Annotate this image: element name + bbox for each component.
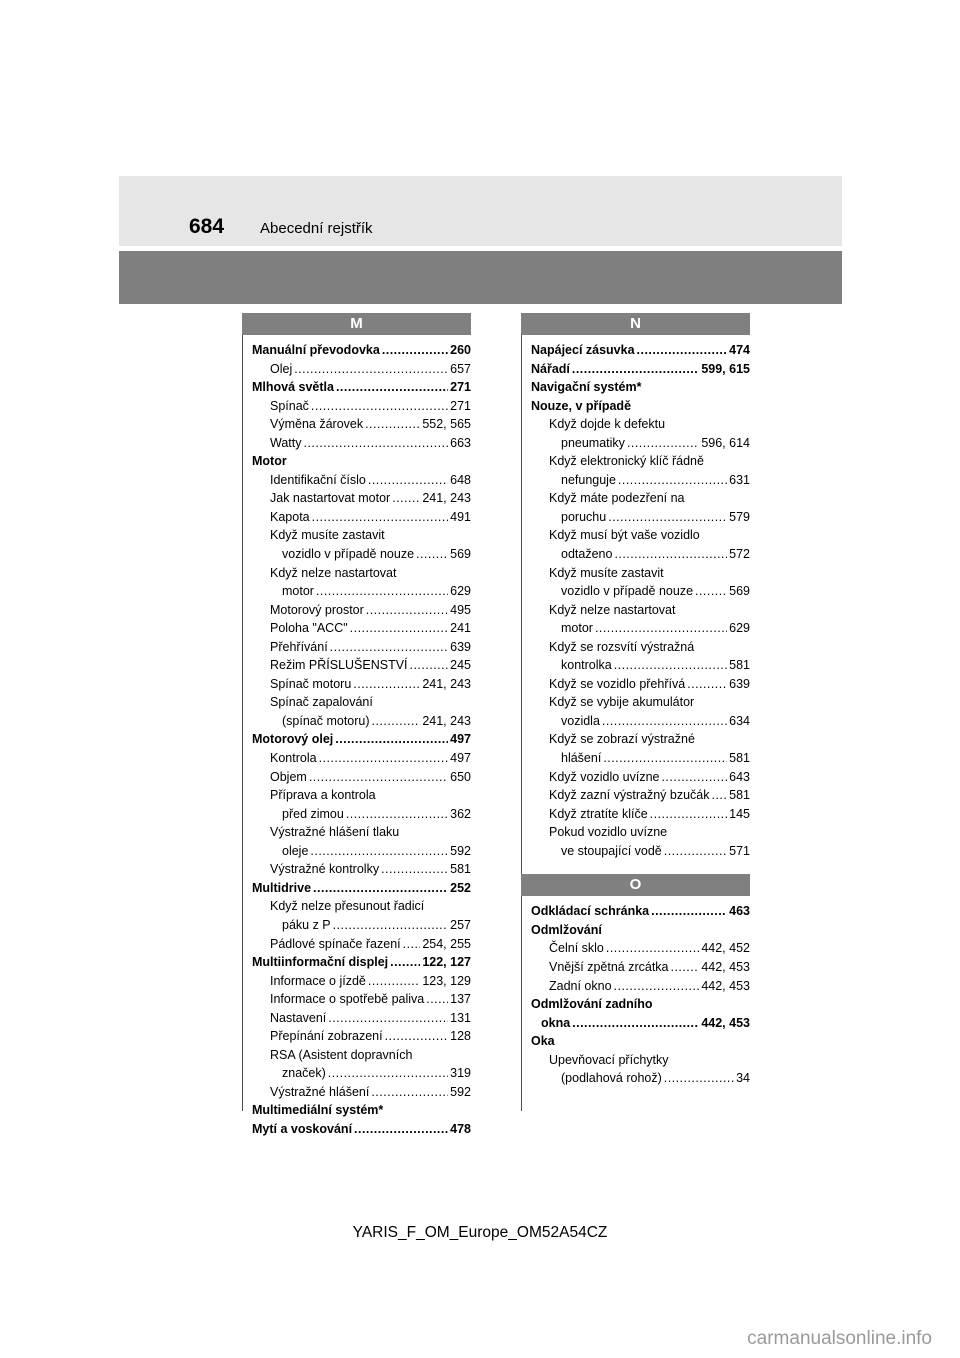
dot-leader	[372, 712, 421, 731]
index-entry-page: 639	[450, 639, 471, 654]
dot-leader	[426, 990, 448, 1009]
dot-leader	[312, 508, 449, 527]
index-entry-term: vozidlo v případě nouze	[282, 547, 415, 562]
index-entry-page: 245	[450, 658, 471, 673]
index-entry-page: 131	[450, 1010, 471, 1025]
dot-leader	[313, 879, 448, 898]
section-gap	[521, 860, 750, 874]
index-entry	[531, 619, 750, 638]
index-entry-page: 442, 452	[701, 941, 750, 956]
index-entry	[531, 768, 750, 787]
index-entry	[252, 619, 471, 638]
index-entry-page: 463	[729, 904, 750, 919]
index-entry-page: 442, 453	[701, 1015, 750, 1030]
index-entry-page: 571	[729, 843, 750, 858]
index-column-left	[242, 313, 471, 1139]
dot-leader	[614, 656, 727, 675]
dot-leader	[614, 545, 727, 564]
dot-leader	[353, 675, 420, 694]
index-entry-term: Když nelze nastartovat	[549, 602, 676, 617]
index-entry	[531, 675, 750, 694]
index-entry-page: 629	[729, 621, 750, 636]
header-dark-band	[119, 251, 842, 304]
section-header-m: M	[242, 313, 471, 335]
index-entry-term: Když ztratíte klíče	[549, 806, 648, 821]
index-entry	[252, 638, 471, 657]
index-entry	[531, 656, 750, 675]
index-entry	[531, 805, 750, 824]
index-entry	[531, 341, 750, 360]
index-entry	[531, 582, 750, 601]
index-entry-term: Olej	[270, 361, 293, 376]
index-entry	[531, 693, 750, 712]
index-entry-page: 629	[450, 584, 471, 599]
index-entry-term: Přepínání zobrazení	[270, 1029, 383, 1044]
dot-leader	[608, 508, 727, 527]
index-entry-term: Přehřívání	[270, 639, 328, 654]
index-entry	[531, 360, 750, 379]
dot-leader	[695, 582, 727, 601]
dot-leader	[602, 712, 727, 731]
index-entry-term: Oka	[531, 1034, 555, 1049]
index-entry-page: 241, 243	[422, 491, 471, 506]
index-entry-term: Motor	[252, 454, 287, 469]
index-entry	[252, 990, 471, 1009]
index-entry	[252, 471, 471, 490]
index-entry-term: Když musí být vaše vozidlo	[549, 528, 700, 543]
dot-leader	[336, 378, 448, 397]
index-entry	[252, 712, 471, 731]
dot-leader	[661, 768, 727, 787]
index-entry	[531, 415, 750, 434]
dot-leader	[410, 656, 449, 675]
dot-leader	[416, 545, 448, 564]
dot-leader	[651, 902, 727, 921]
index-entry-page: 137	[450, 992, 471, 1007]
index-entry-term: Upevňovací příchytky	[549, 1052, 669, 1067]
index-entry-term: kontrolka	[561, 658, 612, 673]
index-entry-term: Výstražné hlášení	[270, 1084, 370, 1099]
index-entry-term: Když nelze přesunout řadicí	[270, 899, 425, 914]
index-entry	[252, 489, 471, 508]
index-entry-term: Výstražné kontrolky	[270, 862, 380, 877]
index-entry-term: před zimou	[282, 806, 344, 821]
index-entry	[531, 1032, 750, 1051]
index-entry-term: Když musíte zastavit	[549, 565, 664, 580]
dot-leader	[319, 749, 449, 768]
index-entry	[531, 489, 750, 508]
index-entry-term: Když se zobrazí výstražné	[549, 732, 695, 747]
index-entry	[252, 656, 471, 675]
index-entry-page: 257	[450, 917, 471, 932]
index-entry-term: Multidrive	[252, 880, 312, 895]
dot-leader	[637, 341, 728, 360]
index-entry	[531, 958, 750, 977]
index-entry	[531, 749, 750, 768]
index-entry-term: okna	[541, 1015, 571, 1030]
index-entry-page: 241	[450, 621, 471, 636]
index-entry-term: Odmlžování	[531, 922, 602, 937]
index-entry	[252, 805, 471, 824]
index-entry-term: Když se rozsvítí výstražná	[549, 639, 695, 654]
index-entry-term: Poloha "ACC"	[270, 621, 348, 636]
section-header-n: N	[521, 313, 750, 335]
dot-leader	[603, 749, 727, 768]
index-entry-term: pneumatiky	[561, 435, 625, 450]
index-entry-page: 271	[450, 398, 471, 413]
index-entry	[252, 1046, 471, 1065]
dot-leader	[572, 360, 699, 379]
index-entry	[252, 397, 471, 416]
index-entry-term: Odmlžování zadního	[531, 997, 653, 1012]
dot-leader	[664, 842, 727, 861]
index-entry-page: 648	[450, 472, 471, 487]
index-entry-page: 592	[450, 1084, 471, 1099]
index-entry-page: 581	[729, 751, 750, 766]
index-entry-term: Když zazní výstražný bzučák	[549, 788, 710, 803]
index-entry-page: 34	[736, 1071, 750, 1086]
index-entry	[252, 860, 471, 879]
index-entry-term: ve stoupající vodě	[561, 843, 662, 858]
index-entry-page: 122, 127	[422, 955, 471, 970]
index-entry	[252, 452, 471, 471]
index-entry-page: 581	[729, 658, 750, 673]
document-code: YARIS_F_OM_Europe_OM52A54CZ	[352, 1224, 608, 1241]
index-entry-term: Navigační systém*	[531, 380, 642, 395]
index-entry	[252, 675, 471, 694]
index-entry-term: RSA (Asistent dopravních	[270, 1047, 413, 1062]
index-entry-page: 581	[729, 788, 750, 803]
index-entry	[531, 397, 750, 416]
index-entry-page: 241, 243	[422, 713, 471, 728]
index-entry-term: Když máte podezření na	[549, 491, 685, 506]
dot-leader	[381, 860, 448, 879]
index-entry-page: 579	[729, 509, 750, 524]
dot-leader	[606, 939, 699, 958]
index-entry	[531, 730, 750, 749]
index-entry-term: Spínač	[270, 398, 309, 413]
index-entry	[252, 693, 471, 712]
index-entry-term: nefunguje	[561, 472, 616, 487]
index-entry	[531, 939, 750, 958]
dot-leader	[390, 953, 420, 972]
index-entry	[252, 1120, 471, 1139]
index-entry-page: 572	[729, 547, 750, 562]
dot-leader	[294, 360, 448, 379]
dot-leader	[350, 619, 448, 638]
index-entry-term: Když dojde k defektu	[549, 417, 666, 432]
index-entry-page: 650	[450, 769, 471, 784]
index-entry-page: 643	[729, 769, 750, 784]
dot-leader	[368, 471, 448, 490]
index-entry	[252, 1064, 471, 1083]
dot-leader	[310, 842, 448, 861]
index-entry-page: 581	[450, 862, 471, 877]
index-entry-term: Když musíte zastavit	[270, 528, 385, 543]
index-entry	[252, 415, 471, 434]
index-entry-term: hlášení	[561, 751, 602, 766]
index-entry	[531, 1051, 750, 1070]
index-entry-term: Když se vybije akumulátor	[549, 695, 695, 710]
index-entry	[252, 879, 471, 898]
dot-leader	[371, 1083, 448, 1102]
index-entry-term: (podlahová rohož)	[561, 1071, 662, 1086]
header-band	[119, 176, 842, 246]
index-entry-term: (spínač motoru)	[282, 713, 370, 728]
index-entry-page: 639	[729, 676, 750, 691]
index-entry-page: 599, 615	[701, 361, 750, 376]
dot-leader	[316, 582, 448, 601]
dot-leader	[385, 1027, 449, 1046]
index-entry	[252, 582, 471, 601]
index-entry	[252, 953, 471, 972]
index-entry-term: Multiinformační displej	[252, 955, 389, 970]
index-entry-term: Spínač zapalování	[270, 695, 373, 710]
index-entry-page: 663	[450, 435, 471, 450]
index-entry	[531, 712, 750, 731]
index-entry-page: 657	[450, 361, 471, 376]
index-entry-page: 442, 453	[701, 959, 750, 974]
index-entry-page: 596, 614	[701, 435, 750, 450]
index-entry-term: poruchu	[561, 509, 607, 524]
dot-leader	[627, 434, 699, 453]
index-entry-term: Pokud vozidlo uvízne	[549, 825, 668, 840]
index-entry-page: 123, 129	[422, 973, 471, 988]
index-entry-term: Jak nastartovat motor	[270, 491, 391, 506]
page-title: Abecední rejstřík	[260, 220, 373, 237]
index-entry-page: 362	[450, 806, 471, 821]
dot-leader	[311, 397, 448, 416]
index-entry-term: motor	[282, 584, 314, 599]
index-entry-term: Multimediální systém*	[252, 1103, 384, 1118]
index-entry-term: oleje	[282, 843, 309, 858]
index-entry	[531, 977, 750, 996]
index-entry	[531, 1069, 750, 1088]
index-entry	[531, 545, 750, 564]
index-entry	[531, 1014, 750, 1033]
index-entry-page: 241, 243	[422, 676, 471, 691]
index-entry-term: Výstražné hlášení tlaku	[270, 825, 400, 840]
index-entry	[531, 452, 750, 471]
index-entry-page: 631	[729, 472, 750, 487]
index-entry	[531, 921, 750, 940]
watermark[interactable]: carmanualsonline.info	[747, 1328, 932, 1349]
index-entry-page: 474	[729, 343, 750, 357]
index-entry-term: Výměna žárovek	[270, 417, 364, 432]
index-entry-term: Režim PŘÍSLUŠENSTVÍ	[270, 658, 408, 673]
dot-leader	[614, 977, 700, 996]
index-entry-page: 491	[450, 509, 471, 524]
index-entry-page: 569	[729, 584, 750, 599]
dot-leader	[403, 935, 421, 954]
index-entry-term: vozidla	[561, 713, 600, 728]
index-entry-term: Watty	[270, 435, 302, 450]
index-entry	[252, 1101, 471, 1120]
index-entry	[252, 341, 471, 360]
index-entry-term: Odkládací schránka	[531, 904, 650, 919]
index-entry-page: 497	[450, 732, 471, 747]
index-entry	[252, 601, 471, 620]
index-entry	[531, 564, 750, 583]
index-entry-page: 260	[450, 343, 471, 357]
index-entry-term: Když elektronický klíč řádně	[549, 454, 704, 469]
index-entry	[252, 360, 471, 379]
index-entry	[252, 1083, 471, 1102]
index-entry	[252, 378, 471, 397]
dot-leader	[335, 730, 448, 749]
index-entry	[531, 601, 750, 620]
index-entry	[531, 902, 750, 921]
index-entry	[252, 508, 471, 527]
dot-leader	[346, 805, 448, 824]
dot-leader	[382, 341, 448, 360]
index-entry-term: Čelní sklo	[549, 941, 604, 956]
index-entry-term: Informace o jízdě	[270, 973, 366, 988]
index-entry-page: 497	[450, 751, 471, 766]
index-entry	[252, 823, 471, 842]
index-entry-term: páku z P	[282, 917, 331, 932]
index-entry-page: 442, 453	[701, 978, 750, 993]
dot-leader	[711, 786, 727, 805]
index-entries-o	[521, 896, 750, 1087]
index-entry	[252, 935, 471, 954]
index-entry-term: Manuální převodovka	[252, 343, 380, 357]
index-entry-page: 569	[450, 547, 471, 562]
index-entry	[252, 897, 471, 916]
index-entry-term: Nastavení	[270, 1010, 327, 1025]
dot-leader	[365, 415, 420, 434]
dot-leader	[595, 619, 727, 638]
dot-leader	[664, 1069, 734, 1088]
index-entry-term: Zadní okno	[549, 978, 612, 993]
dot-leader	[392, 489, 420, 508]
index-entry-term: Vnější zpětná zrcátka	[549, 959, 669, 974]
index-entry	[252, 564, 471, 583]
index-entry-term: Nouze, v případě	[531, 398, 632, 413]
index-entry-page: 634	[729, 713, 750, 728]
index-entry	[531, 842, 750, 861]
index-entry	[252, 1009, 471, 1028]
index-entry-term: Mytí a voskování	[252, 1121, 353, 1136]
index-entry-term: značek)	[282, 1066, 326, 1081]
index-entry-term: Mlhová světla	[252, 380, 334, 395]
index-entry-page: 145	[729, 806, 750, 821]
dot-leader	[366, 601, 448, 620]
dot-leader	[328, 1009, 448, 1028]
index-entry-term: Identifikační číslo	[270, 472, 366, 487]
index-entry-page: 495	[450, 602, 471, 617]
index-entry-term: Spínač motoru	[270, 676, 352, 691]
index-entries-m	[242, 335, 471, 1139]
index-entry-term: Objem	[270, 769, 307, 784]
index-entry-page: 592	[450, 843, 471, 858]
dot-leader	[618, 471, 727, 490]
index-entry-page: 254, 255	[422, 936, 471, 951]
dot-leader	[354, 1120, 448, 1139]
index-entry-term: Motorový prostor	[270, 602, 364, 617]
index-entries-n	[521, 335, 750, 860]
dot-leader	[572, 1014, 699, 1033]
index-column-right	[521, 313, 750, 1088]
index-entry-term: Kontrola	[270, 751, 317, 766]
index-entry-term: Když vozidlo uvízne	[549, 769, 660, 784]
dot-leader	[650, 805, 727, 824]
index-entry-page: 319	[450, 1066, 471, 1081]
index-entry-term: Napájecí zásuvka	[531, 343, 635, 357]
index-entry-term: Pádlové spínače řazení	[270, 936, 401, 951]
index-entry-term: motor	[561, 621, 593, 636]
index-entry	[531, 434, 750, 453]
section-header-o: O	[521, 874, 750, 896]
dot-leader	[687, 675, 727, 694]
index-entry-page: 271	[450, 380, 471, 395]
index-entry-page: 252	[450, 880, 471, 895]
index-entry-term: Když nelze nastartovat	[270, 565, 397, 580]
index-entry-term: odtaženo	[561, 547, 613, 562]
index-entry-term: Nářadí	[531, 361, 570, 376]
dot-leader	[333, 916, 449, 935]
dot-leader	[328, 1064, 448, 1083]
index-entry	[252, 545, 471, 564]
index-entry	[252, 730, 471, 749]
index-entry	[252, 434, 471, 453]
dot-leader	[368, 972, 420, 991]
index-entry	[252, 1027, 471, 1046]
dot-leader	[303, 434, 448, 453]
dot-leader	[309, 768, 448, 787]
index-entry	[531, 638, 750, 657]
page-number: 684	[189, 215, 225, 238]
index-entry	[252, 526, 471, 545]
index-entry	[252, 916, 471, 935]
index-entry-page: 552, 565	[422, 417, 471, 432]
index-entry	[531, 378, 750, 397]
index-entry	[252, 749, 471, 768]
index-entry	[252, 768, 471, 787]
index-entry-term: Když se vozidlo přehřívá	[549, 676, 686, 691]
index-entry-term: vozidlo v případě nouze	[561, 584, 694, 599]
index-entry	[531, 823, 750, 842]
index-entry-term: Informace o spotřebě paliva	[270, 992, 425, 1007]
index-entry	[531, 995, 750, 1014]
index-entry	[252, 842, 471, 861]
index-entry	[252, 972, 471, 991]
index-entry-page: 478	[450, 1121, 471, 1136]
index-entry-term: Kapota	[270, 509, 310, 524]
index-entry-term: Příprava a kontrola	[270, 788, 376, 803]
index-entry	[531, 508, 750, 527]
index-entry-page: 128	[450, 1029, 471, 1044]
index-entry	[531, 471, 750, 490]
dot-leader	[671, 958, 700, 977]
index-entry	[531, 526, 750, 545]
index-entry-term: Motorový olej	[252, 732, 334, 747]
index-entry	[252, 786, 471, 805]
index-entry	[531, 786, 750, 805]
dot-leader	[330, 638, 448, 657]
